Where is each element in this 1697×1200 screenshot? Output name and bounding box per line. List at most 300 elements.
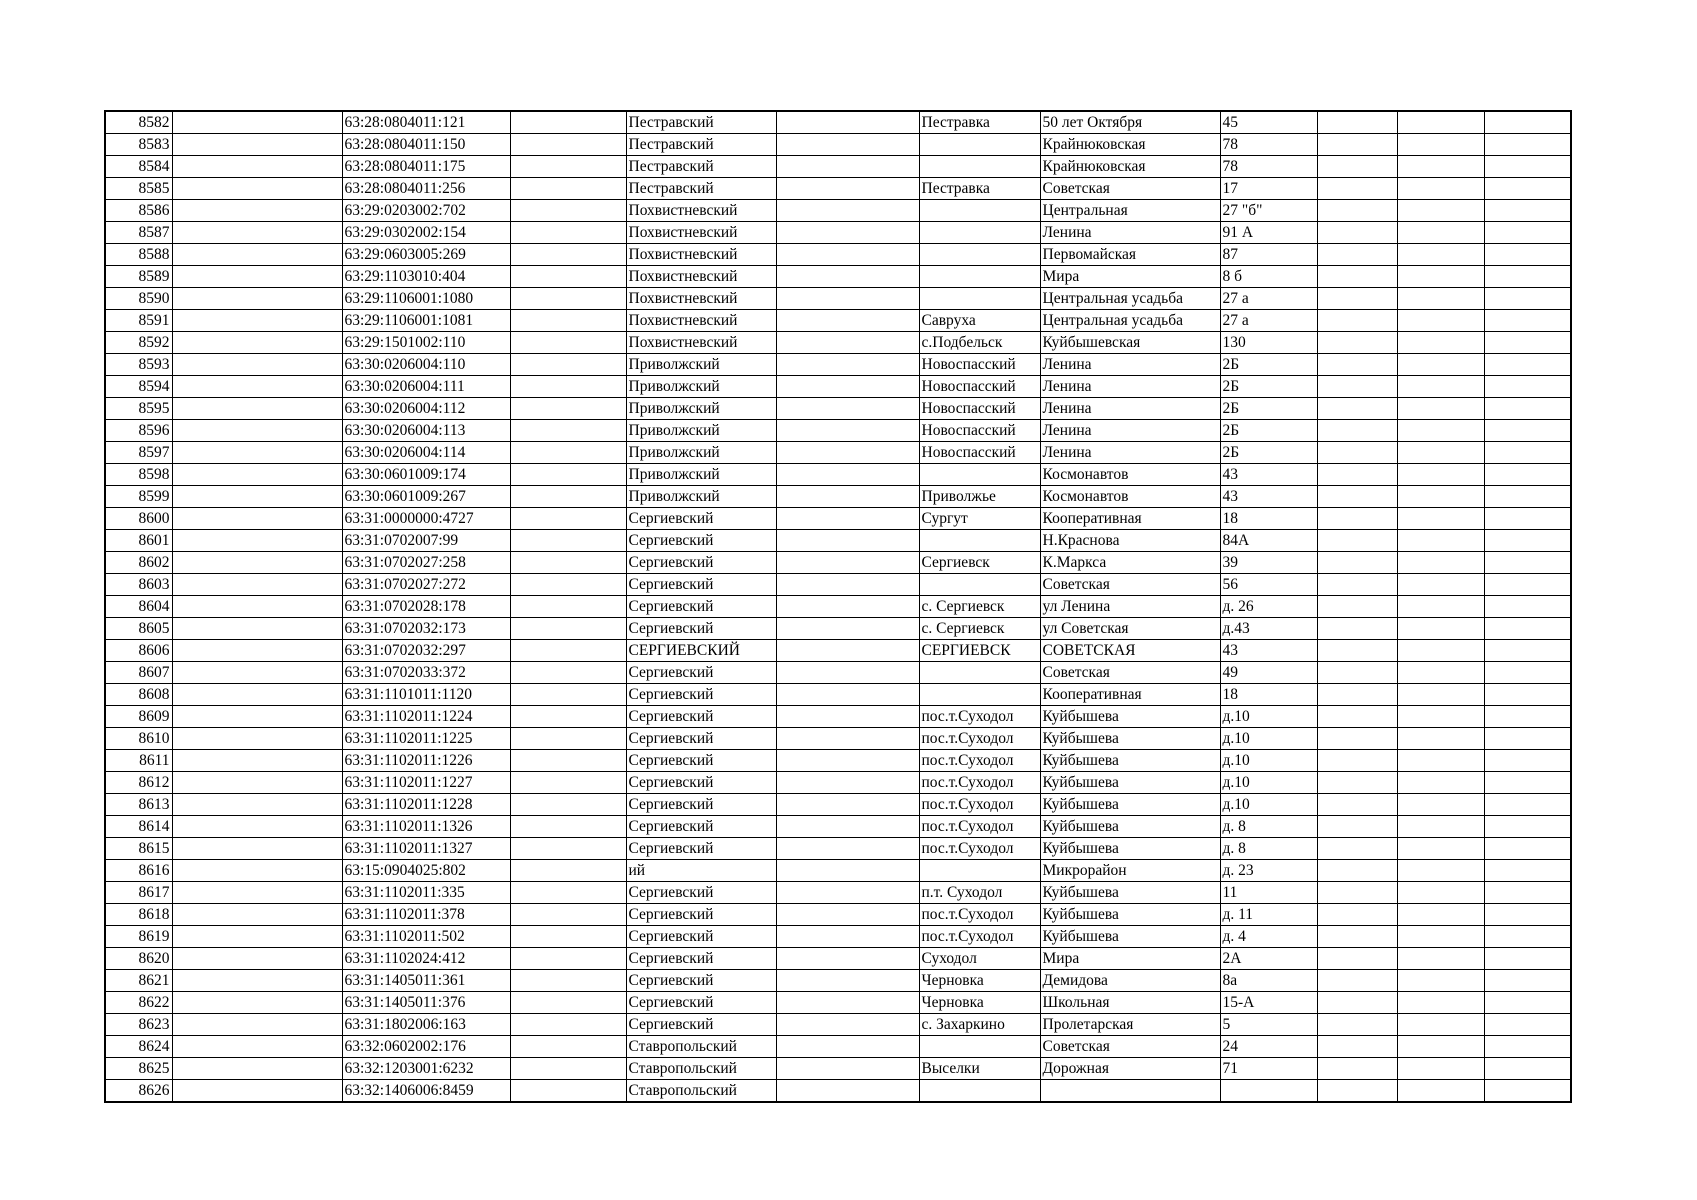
- settlement-cell: [919, 860, 1040, 882]
- table-row: [105, 464, 1571, 486]
- row-number-cell: 8585: [105, 178, 172, 200]
- settlement-cell: Выселки: [919, 1058, 1040, 1080]
- blank-cell-f: [1484, 200, 1571, 222]
- blank-cell-a: [172, 684, 342, 706]
- blank-cell-d: [1317, 640, 1397, 662]
- district-cell: Приволжский: [626, 354, 776, 376]
- street-cell: Ленина: [1040, 354, 1220, 376]
- house-number-cell: д.43: [1220, 618, 1317, 640]
- blank-cell-a: [172, 926, 342, 948]
- blank-cell-f: [1484, 464, 1571, 486]
- blank-cell-f: [1484, 772, 1571, 794]
- blank-cell-e: [1397, 398, 1484, 420]
- blank-cell-f: [1484, 948, 1571, 970]
- house-number-cell: 91 А: [1220, 222, 1317, 244]
- blank-cell-f: [1484, 398, 1571, 420]
- blank-cell-b: [510, 1014, 626, 1036]
- blank-cell-d: [1317, 1058, 1397, 1080]
- settlement-cell: пос.т.Суходол: [919, 926, 1040, 948]
- blank-cell-e: [1397, 244, 1484, 266]
- settlement-cell: пос.т.Суходол: [919, 772, 1040, 794]
- table-row: [105, 882, 1571, 904]
- cadastral-number-cell: 63:31:1102011:1327: [342, 838, 510, 860]
- row-number-cell: 8609: [105, 706, 172, 728]
- blank-cell-b: [510, 728, 626, 750]
- street-cell: Мира: [1040, 266, 1220, 288]
- cadastral-number-cell: 63:31:1405011:376: [342, 992, 510, 1014]
- table-row: [105, 266, 1571, 288]
- blank-cell-e: [1397, 574, 1484, 596]
- blank-cell-b: [510, 310, 626, 332]
- blank-cell-a: [172, 948, 342, 970]
- house-number-cell: 2Б: [1220, 398, 1317, 420]
- blank-cell-a: [172, 706, 342, 728]
- blank-cell-b: [510, 574, 626, 596]
- blank-cell-b: [510, 816, 626, 838]
- house-number-cell: д. 4: [1220, 926, 1317, 948]
- row-number-cell: 8619: [105, 926, 172, 948]
- house-number-cell: д.10: [1220, 728, 1317, 750]
- settlement-cell: [919, 1036, 1040, 1058]
- cadastral-number-cell: 63:31:0000000:4727: [342, 508, 510, 530]
- street-cell: Кооперативная: [1040, 508, 1220, 530]
- cadastral-number-cell: 63:31:0702027:272: [342, 574, 510, 596]
- blank-cell-d: [1317, 310, 1397, 332]
- district-cell: Похвистневский: [626, 288, 776, 310]
- blank-cell-d: [1317, 1080, 1397, 1103]
- blank-cell-e: [1397, 948, 1484, 970]
- district-cell: Сергиевский: [626, 970, 776, 992]
- blank-cell-d: [1317, 662, 1397, 684]
- table-row: [105, 156, 1571, 178]
- blank-cell-e: [1397, 684, 1484, 706]
- house-number-cell: д. 26: [1220, 596, 1317, 618]
- blank-cell-d: [1317, 508, 1397, 530]
- blank-cell-c: [776, 684, 919, 706]
- street-cell: Ленина: [1040, 222, 1220, 244]
- row-number-cell: 8602: [105, 552, 172, 574]
- blank-cell-e: [1397, 794, 1484, 816]
- settlement-cell: Пестравка: [919, 178, 1040, 200]
- table-row: [105, 552, 1571, 574]
- street-cell: Советская: [1040, 662, 1220, 684]
- blank-cell-f: [1484, 574, 1571, 596]
- blank-cell-b: [510, 464, 626, 486]
- table-row: [105, 860, 1571, 882]
- blank-cell-c: [776, 398, 919, 420]
- district-cell: СЕРГИЕВСКИЙ: [626, 640, 776, 662]
- cadastral-number-cell: 63:31:1405011:361: [342, 970, 510, 992]
- street-cell: Космонавтов: [1040, 464, 1220, 486]
- settlement-cell: Новоспасский: [919, 398, 1040, 420]
- blank-cell-b: [510, 904, 626, 926]
- row-number-cell: 8583: [105, 134, 172, 156]
- blank-cell-c: [776, 508, 919, 530]
- blank-cell-f: [1484, 288, 1571, 310]
- house-number-cell: д. 8: [1220, 816, 1317, 838]
- blank-cell-f: [1484, 1080, 1571, 1103]
- blank-cell-b: [510, 111, 626, 134]
- blank-cell-d: [1317, 618, 1397, 640]
- blank-cell-c: [776, 1080, 919, 1103]
- house-number-cell: 27 "б": [1220, 200, 1317, 222]
- row-number-cell: 8601: [105, 530, 172, 552]
- blank-cell-a: [172, 860, 342, 882]
- blank-cell-a: [172, 574, 342, 596]
- district-cell: Похвистневский: [626, 266, 776, 288]
- cadastral-number-cell: 63:31:0702027:258: [342, 552, 510, 574]
- blank-cell-d: [1317, 772, 1397, 794]
- blank-cell-b: [510, 970, 626, 992]
- cadastral-number-cell: 63:31:1102011:335: [342, 882, 510, 904]
- blank-cell-a: [172, 222, 342, 244]
- blank-cell-c: [776, 442, 919, 464]
- street-cell: Куйбышева: [1040, 904, 1220, 926]
- settlement-cell: [919, 574, 1040, 596]
- district-cell: Сергиевский: [626, 750, 776, 772]
- blank-cell-a: [172, 310, 342, 332]
- row-number-cell: 8588: [105, 244, 172, 266]
- blank-cell-c: [776, 266, 919, 288]
- blank-cell-b: [510, 266, 626, 288]
- settlement-cell: [919, 1080, 1040, 1103]
- house-number-cell: 49: [1220, 662, 1317, 684]
- row-number-cell: 8584: [105, 156, 172, 178]
- blank-cell-f: [1484, 860, 1571, 882]
- cadastral-number-cell: 63:30:0206004:110: [342, 354, 510, 376]
- street-cell: Советская: [1040, 1036, 1220, 1058]
- blank-cell-a: [172, 816, 342, 838]
- blank-cell-c: [776, 992, 919, 1014]
- street-cell: Куйбышева: [1040, 816, 1220, 838]
- settlement-cell: Приволжье: [919, 486, 1040, 508]
- house-number-cell: 8 б: [1220, 266, 1317, 288]
- row-number-cell: 8608: [105, 684, 172, 706]
- house-number-cell: 87: [1220, 244, 1317, 266]
- settlement-cell: Пестравка: [919, 111, 1040, 134]
- blank-cell-f: [1484, 684, 1571, 706]
- blank-cell-c: [776, 552, 919, 574]
- cadastral-number-cell: 63:29:0302002:154: [342, 222, 510, 244]
- blank-cell-c: [776, 882, 919, 904]
- street-cell: Куйбышева: [1040, 706, 1220, 728]
- blank-cell-f: [1484, 794, 1571, 816]
- cadastral-number-cell: 63:29:0603005:269: [342, 244, 510, 266]
- blank-cell-b: [510, 1080, 626, 1103]
- blank-cell-a: [172, 1080, 342, 1103]
- blank-cell-f: [1484, 618, 1571, 640]
- district-cell: Сергиевский: [626, 596, 776, 618]
- district-cell: Пестравский: [626, 156, 776, 178]
- cadastral-number-cell: 63:32:0602002:176: [342, 1036, 510, 1058]
- row-number-cell: 8589: [105, 266, 172, 288]
- blank-cell-f: [1484, 926, 1571, 948]
- table-row: [105, 288, 1571, 310]
- district-cell: Сергиевский: [626, 508, 776, 530]
- blank-cell-c: [776, 156, 919, 178]
- blank-cell-b: [510, 706, 626, 728]
- street-cell: ул Ленина: [1040, 596, 1220, 618]
- blank-cell-c: [776, 464, 919, 486]
- district-cell: Приволжский: [626, 398, 776, 420]
- blank-cell-c: [776, 420, 919, 442]
- blank-cell-f: [1484, 750, 1571, 772]
- district-cell: Ставропольский: [626, 1058, 776, 1080]
- district-cell: ий: [626, 860, 776, 882]
- cadastral-number-cell: 63:31:1102011:1326: [342, 816, 510, 838]
- district-cell: Сергиевский: [626, 728, 776, 750]
- settlement-cell: Черновка: [919, 992, 1040, 1014]
- blank-cell-c: [776, 904, 919, 926]
- house-number-cell: 130: [1220, 332, 1317, 354]
- district-cell: Приволжский: [626, 376, 776, 398]
- blank-cell-e: [1397, 838, 1484, 860]
- street-cell: Куйбышева: [1040, 838, 1220, 860]
- table-row: [105, 134, 1571, 156]
- blank-cell-a: [172, 420, 342, 442]
- district-cell: Приволжский: [626, 464, 776, 486]
- blank-cell-c: [776, 200, 919, 222]
- blank-cell-d: [1317, 266, 1397, 288]
- street-cell: Ленина: [1040, 398, 1220, 420]
- street-cell: Н.Краснова: [1040, 530, 1220, 552]
- blank-cell-d: [1317, 420, 1397, 442]
- blank-cell-b: [510, 926, 626, 948]
- street-cell: Куйбышева: [1040, 728, 1220, 750]
- house-number-cell: 18: [1220, 684, 1317, 706]
- row-number-cell: 8594: [105, 376, 172, 398]
- blank-cell-b: [510, 222, 626, 244]
- blank-cell-f: [1484, 1036, 1571, 1058]
- district-cell: Сергиевский: [626, 794, 776, 816]
- blank-cell-f: [1484, 134, 1571, 156]
- blank-cell-c: [776, 1014, 919, 1036]
- table-row: [105, 838, 1571, 860]
- blank-cell-c: [776, 662, 919, 684]
- blank-cell-e: [1397, 552, 1484, 574]
- table-row: [105, 970, 1571, 992]
- blank-cell-e: [1397, 178, 1484, 200]
- cadastral-number-cell: 63:30:0601009:174: [342, 464, 510, 486]
- blank-cell-f: [1484, 310, 1571, 332]
- blank-cell-a: [172, 178, 342, 200]
- blank-cell-b: [510, 1058, 626, 1080]
- blank-cell-d: [1317, 552, 1397, 574]
- row-number-cell: 8611: [105, 750, 172, 772]
- blank-cell-a: [172, 111, 342, 134]
- blank-cell-b: [510, 156, 626, 178]
- blank-cell-e: [1397, 222, 1484, 244]
- blank-cell-c: [776, 244, 919, 266]
- house-number-cell: 84А: [1220, 530, 1317, 552]
- district-cell: Приволжский: [626, 486, 776, 508]
- blank-cell-a: [172, 618, 342, 640]
- cadastral-number-cell: 63:31:1102011:378: [342, 904, 510, 926]
- district-cell: Приволжский: [626, 442, 776, 464]
- blank-cell-f: [1484, 111, 1571, 134]
- cadastral-number-cell: 63:31:1802006:163: [342, 1014, 510, 1036]
- row-number-cell: 8625: [105, 1058, 172, 1080]
- settlement-cell: [919, 156, 1040, 178]
- table-row: [105, 926, 1571, 948]
- cadastral-number-cell: 63:29:1106001:1081: [342, 310, 510, 332]
- row-number-cell: 8597: [105, 442, 172, 464]
- house-number-cell: 56: [1220, 574, 1317, 596]
- blank-cell-e: [1397, 640, 1484, 662]
- cadastral-number-cell: 63:29:1103010:404: [342, 266, 510, 288]
- district-cell: Сергиевский: [626, 706, 776, 728]
- blank-cell-e: [1397, 706, 1484, 728]
- blank-cell-b: [510, 486, 626, 508]
- blank-cell-a: [172, 1014, 342, 1036]
- blank-cell-d: [1317, 574, 1397, 596]
- street-cell: Куйбышева: [1040, 882, 1220, 904]
- blank-cell-f: [1484, 992, 1571, 1014]
- row-number-cell: 8612: [105, 772, 172, 794]
- blank-cell-d: [1317, 750, 1397, 772]
- district-cell: Сергиевский: [626, 772, 776, 794]
- blank-cell-d: [1317, 904, 1397, 926]
- district-cell: Ставропольский: [626, 1080, 776, 1103]
- row-number-cell: 8607: [105, 662, 172, 684]
- street-cell: Кооперативная: [1040, 684, 1220, 706]
- table-row: [105, 111, 1571, 134]
- blank-cell-e: [1397, 486, 1484, 508]
- blank-cell-d: [1317, 816, 1397, 838]
- blank-cell-f: [1484, 1014, 1571, 1036]
- blank-cell-b: [510, 288, 626, 310]
- cadastral-number-cell: 63:31:1102011:1225: [342, 728, 510, 750]
- table-row: [105, 244, 1571, 266]
- settlement-cell: пос.т.Суходол: [919, 816, 1040, 838]
- street-cell: Крайнюковская: [1040, 134, 1220, 156]
- table-row: [105, 618, 1571, 640]
- blank-cell-a: [172, 200, 342, 222]
- blank-cell-d: [1317, 200, 1397, 222]
- house-number-cell: д.10: [1220, 750, 1317, 772]
- blank-cell-c: [776, 332, 919, 354]
- settlement-cell: Новоспасский: [919, 442, 1040, 464]
- district-cell: Сергиевский: [626, 574, 776, 596]
- street-cell: Куйбышева: [1040, 926, 1220, 948]
- table-row: [105, 420, 1571, 442]
- blank-cell-d: [1317, 706, 1397, 728]
- blank-cell-f: [1484, 596, 1571, 618]
- row-number-cell: 8600: [105, 508, 172, 530]
- blank-cell-f: [1484, 178, 1571, 200]
- blank-cell-f: [1484, 728, 1571, 750]
- blank-cell-e: [1397, 904, 1484, 926]
- blank-cell-e: [1397, 926, 1484, 948]
- cadastral-number-cell: 63:15:0904025:802: [342, 860, 510, 882]
- settlement-cell: Новоспасский: [919, 420, 1040, 442]
- blank-cell-b: [510, 772, 626, 794]
- district-cell: Похвистневский: [626, 332, 776, 354]
- blank-cell-d: [1317, 156, 1397, 178]
- blank-cell-c: [776, 354, 919, 376]
- blank-cell-d: [1317, 1036, 1397, 1058]
- blank-cell-a: [172, 838, 342, 860]
- blank-cell-a: [172, 750, 342, 772]
- blank-cell-f: [1484, 1058, 1571, 1080]
- blank-cell-f: [1484, 442, 1571, 464]
- district-cell: Пестравский: [626, 111, 776, 134]
- district-cell: Сергиевский: [626, 530, 776, 552]
- house-number-cell: [1220, 1080, 1317, 1103]
- blank-cell-b: [510, 596, 626, 618]
- cadastral-number-cell: 63:32:1406006:8459: [342, 1080, 510, 1103]
- blank-cell-e: [1397, 420, 1484, 442]
- blank-cell-c: [776, 1036, 919, 1058]
- blank-cell-f: [1484, 882, 1571, 904]
- blank-cell-b: [510, 508, 626, 530]
- cadastral-number-cell: 63:31:1102011:502: [342, 926, 510, 948]
- cadastral-number-cell: 63:31:1102011:1228: [342, 794, 510, 816]
- blank-cell-f: [1484, 332, 1571, 354]
- blank-cell-b: [510, 398, 626, 420]
- row-number-cell: 8593: [105, 354, 172, 376]
- blank-cell-e: [1397, 1058, 1484, 1080]
- settlement-cell: [919, 200, 1040, 222]
- street-cell: Крайнюковская: [1040, 156, 1220, 178]
- house-number-cell: 2Б: [1220, 420, 1317, 442]
- blank-cell-c: [776, 970, 919, 992]
- table-row: [105, 706, 1571, 728]
- row-number-cell: 8620: [105, 948, 172, 970]
- blank-cell-a: [172, 156, 342, 178]
- house-number-cell: 11: [1220, 882, 1317, 904]
- house-number-cell: д. 8: [1220, 838, 1317, 860]
- house-number-cell: д. 23: [1220, 860, 1317, 882]
- blank-cell-e: [1397, 618, 1484, 640]
- blank-cell-e: [1397, 596, 1484, 618]
- blank-cell-c: [776, 486, 919, 508]
- blank-cell-d: [1317, 926, 1397, 948]
- district-cell: Сергиевский: [626, 662, 776, 684]
- street-cell: [1040, 1080, 1220, 1103]
- table-row: [105, 354, 1571, 376]
- street-cell: СОВЕТСКАЯ: [1040, 640, 1220, 662]
- cadastral-number-cell: 63:28:0804011:121: [342, 111, 510, 134]
- blank-cell-e: [1397, 508, 1484, 530]
- table-row: [105, 398, 1571, 420]
- district-cell: Сергиевский: [626, 816, 776, 838]
- blank-cell-b: [510, 618, 626, 640]
- blank-cell-c: [776, 640, 919, 662]
- street-cell: Центральная усадьба: [1040, 288, 1220, 310]
- blank-cell-b: [510, 134, 626, 156]
- blank-cell-e: [1397, 1014, 1484, 1036]
- blank-cell-e: [1397, 1036, 1484, 1058]
- district-cell: Сергиевский: [626, 948, 776, 970]
- settlement-cell: [919, 684, 1040, 706]
- blank-cell-e: [1397, 860, 1484, 882]
- table-row: [105, 640, 1571, 662]
- blank-cell-c: [776, 926, 919, 948]
- settlement-cell: пос.т.Суходол: [919, 728, 1040, 750]
- blank-cell-b: [510, 684, 626, 706]
- blank-cell-d: [1317, 860, 1397, 882]
- row-number-cell: 8599: [105, 486, 172, 508]
- settlement-cell: Сергиевск: [919, 552, 1040, 574]
- blank-cell-f: [1484, 816, 1571, 838]
- blank-cell-a: [172, 354, 342, 376]
- row-number-cell: 8590: [105, 288, 172, 310]
- street-cell: Первомайская: [1040, 244, 1220, 266]
- blank-cell-f: [1484, 486, 1571, 508]
- row-number-cell: 8622: [105, 992, 172, 1014]
- blank-cell-d: [1317, 376, 1397, 398]
